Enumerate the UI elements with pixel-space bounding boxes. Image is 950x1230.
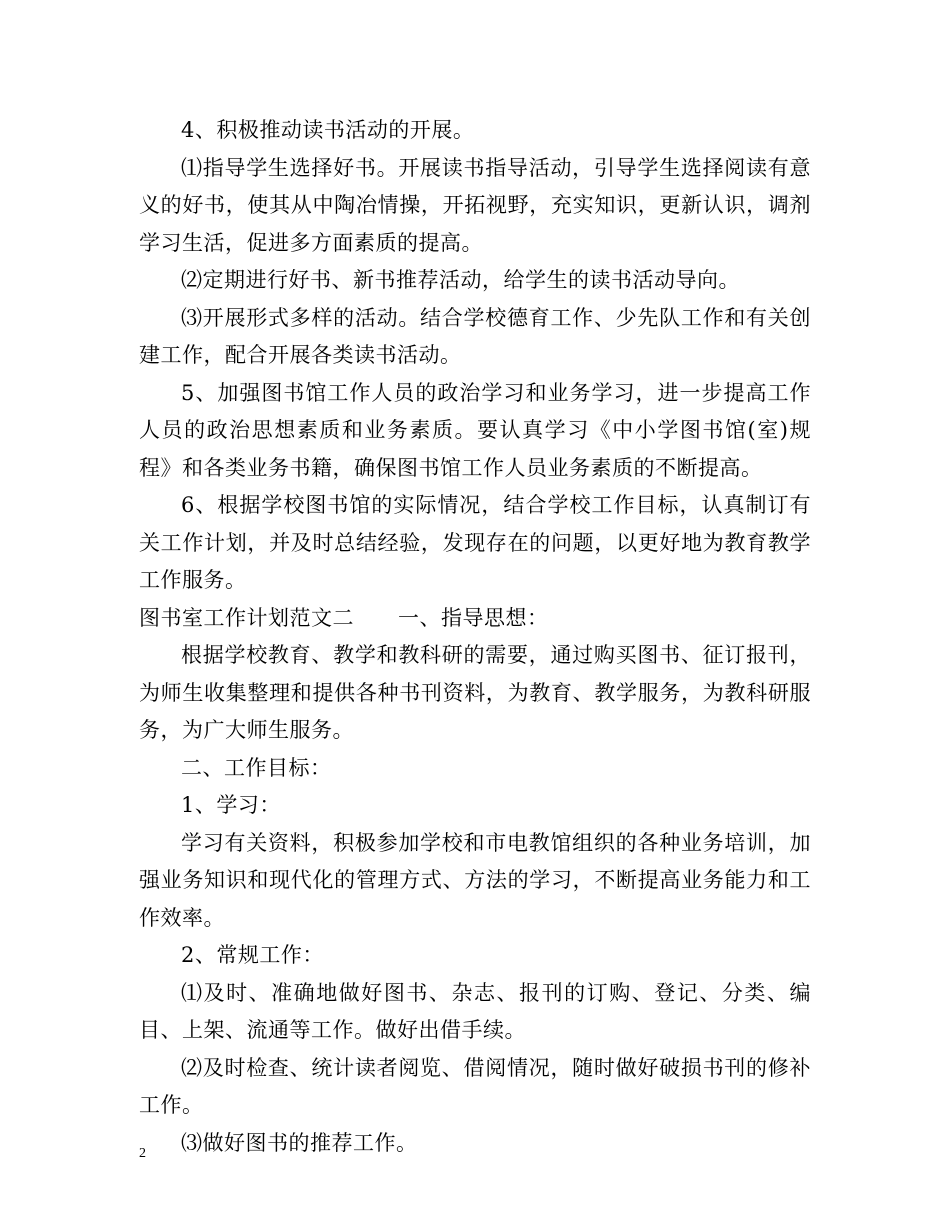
paragraph: ⑴指导学生选择好书。开展读书指导活动，引导学生选择阅读有意义的好书，使其从中陶冶情操，开拓视野，充实知识，更新认识，调剂学习生活，促进多方面素质的提高。 <box>139 155 811 255</box>
paragraph: 6、根据学校图书馆的实际情况，结合学校工作目标，认真制订有关工作计划，并及时总结经验，发现存在的问题，以更好地为教育教学工作服务。 <box>139 493 811 592</box>
paragraph: 二、工作目标： <box>181 755 332 780</box>
paragraph: 学习有关资料，积极参加学校和市电教馆组织的各种业务培训，加强业务知识和现代化的管理方式、方法的学习，不断提高业务能力和工作效率。 <box>139 830 811 930</box>
paragraph: 5、加强图书馆工作人员的政治学习和业务学习，进一步提高工作人员的政治思想素质和业务素质。要认真学习《中小学图书馆(室)规程》和各类业务书籍，确保图书馆工作人员业务素质的不断提高。 <box>139 380 811 480</box>
section-title: 图书室工作计划范文二 <box>139 605 354 630</box>
paragraph: ⑵及时检查、统计读者阅览、借阅情况，随时做好破损书刊的修补工作。 <box>139 1055 811 1117</box>
paragraph: ⑴及时、准确地做好图书、杂志、报刊的订购、登记、分类、编目、上架、流通等工作。做好出借手续。 <box>139 980 811 1042</box>
section-title-line <box>139 600 811 638</box>
paragraph: 根据学校教育、教学和教科研的需要，通过购买图书、征订报刊，为师生收集整理和提供各种书刊资料，为教育、教学服务，为教科研服务，为广大师生服务。 <box>139 643 811 742</box>
document-body <box>139 112 811 1162</box>
paragraph: 4、积极推动读书活动的开展。 <box>181 118 475 142</box>
paragraph: 2、常规工作： <box>181 943 324 967</box>
section-heading: 一、指导思想： <box>398 605 549 630</box>
page-number: 2 <box>139 1146 146 1161</box>
paragraph: ⑶开展形式多样的活动。结合学校德育工作、少先队工作和有关创建工作，配合开展各类读书活动。 <box>139 305 811 367</box>
paragraph: ⑵定期进行好书、新书推荐活动，给学生的读书活动导向。 <box>181 268 740 292</box>
paragraph: 1、学习： <box>181 793 281 817</box>
paragraph: ⑶做好图书的推荐工作。 <box>181 1130 418 1155</box>
